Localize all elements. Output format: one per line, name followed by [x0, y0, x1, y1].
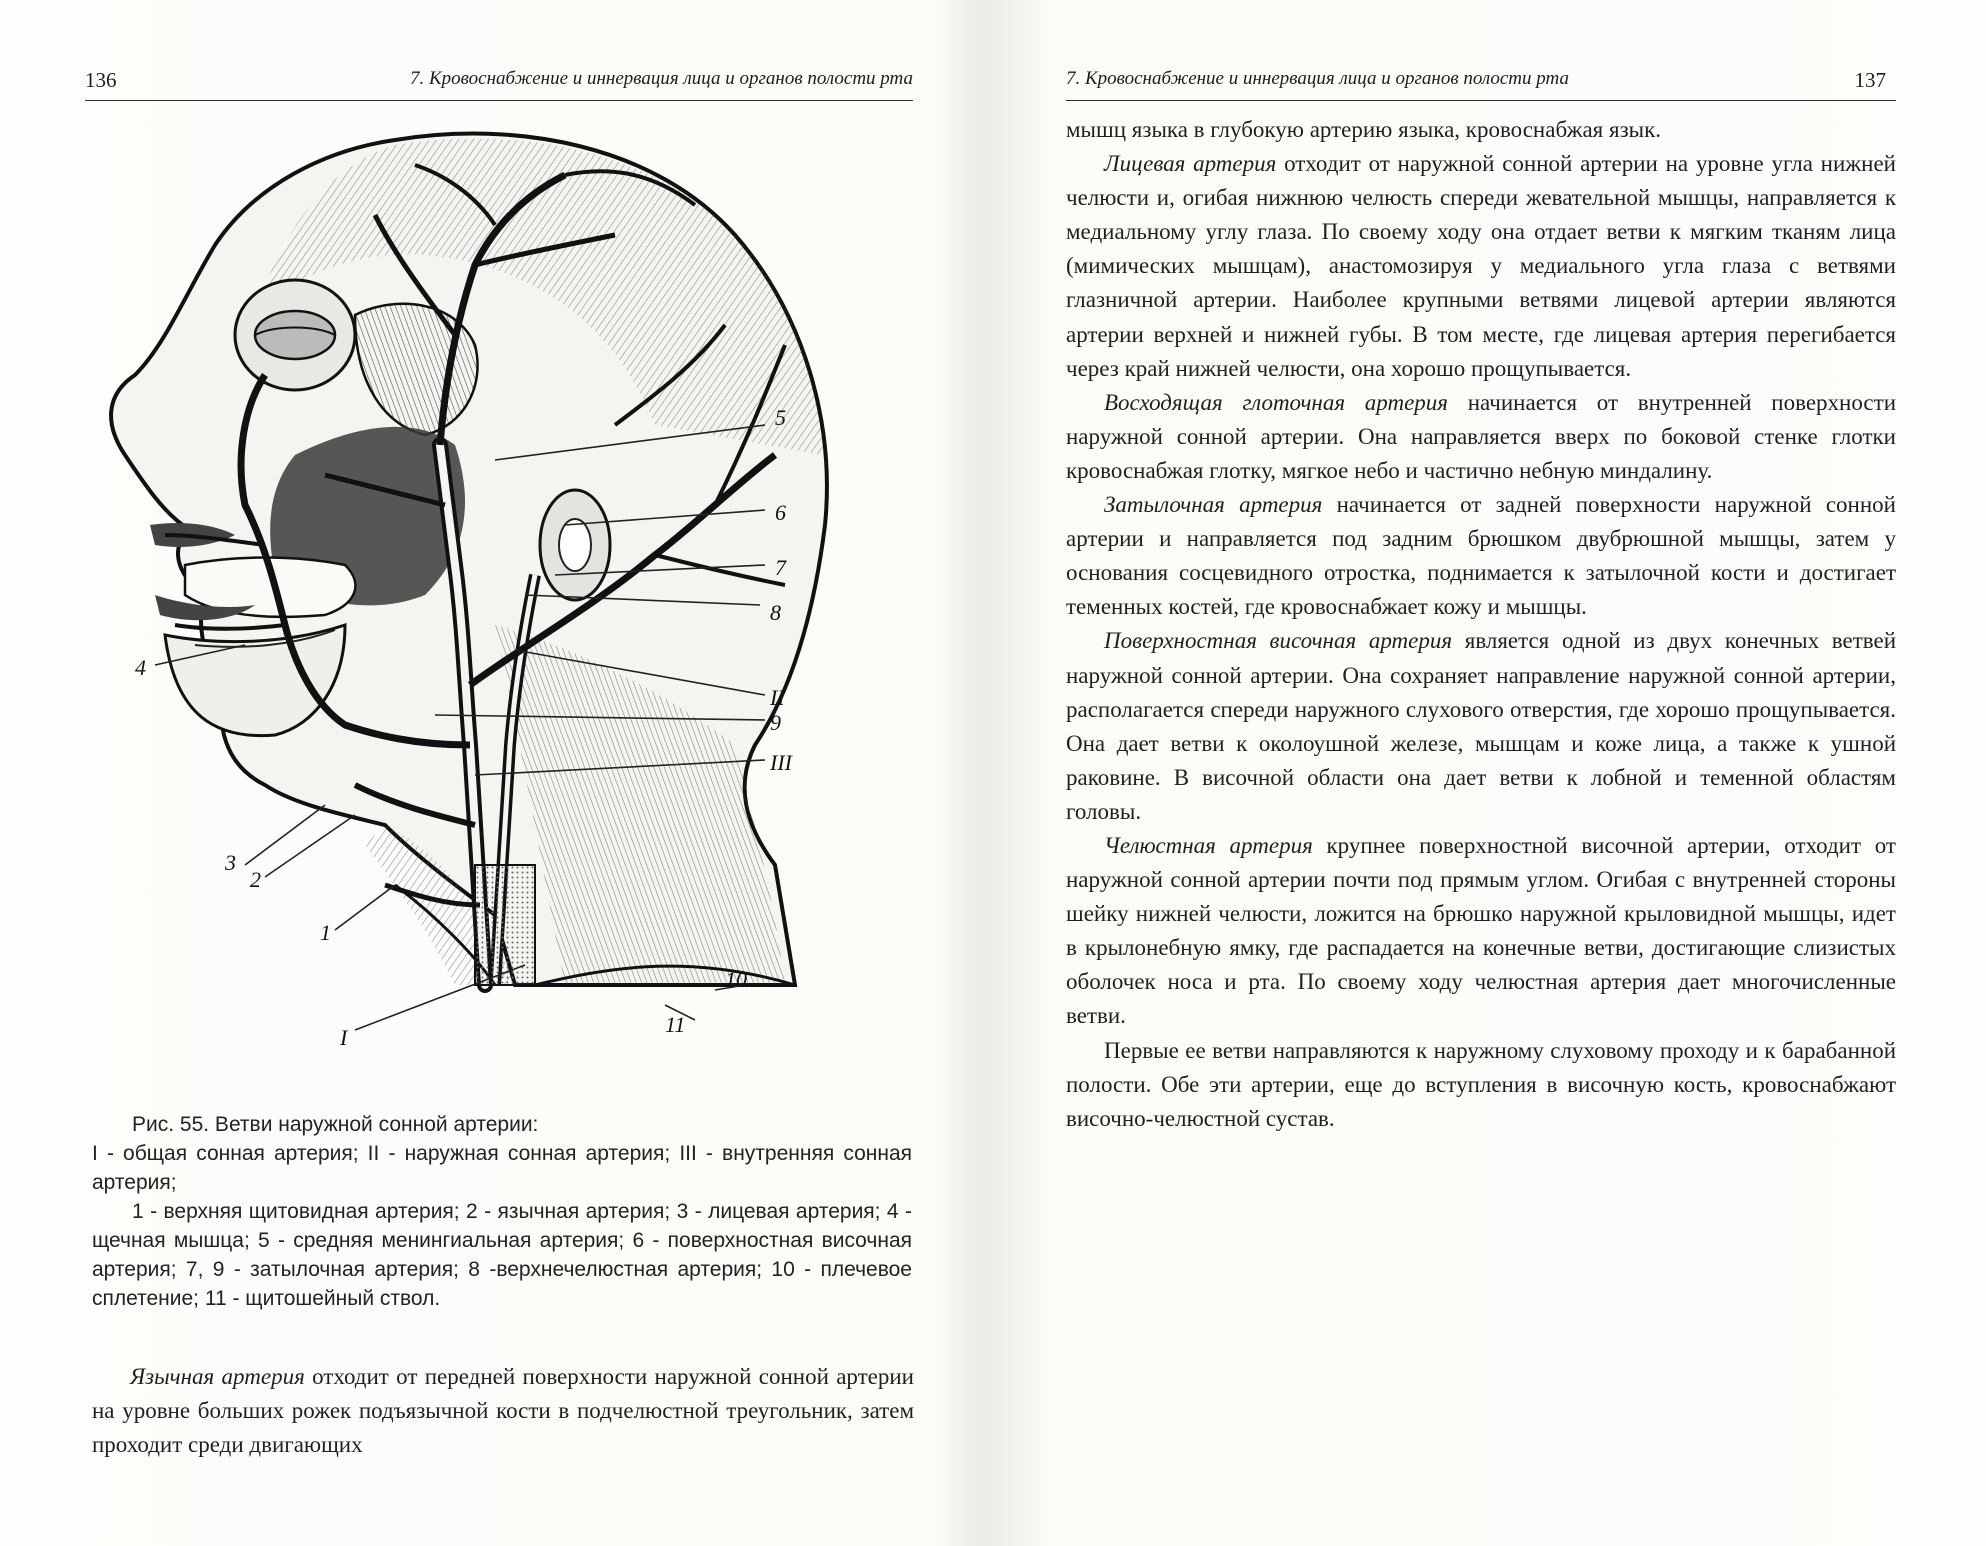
label-III: III — [770, 750, 792, 775]
right-page — [993, 0, 1986, 1546]
term-occipital-artery: Затылочная артерия — [1104, 492, 1323, 518]
running-head-title-left: 7. Кровоснабжение и иннервация лица и органов полости рта — [410, 68, 913, 89]
caption-legend-numbers: 1 - верхняя щитовидная артерия; 2 - язычная артерия; 3 - лицевая артерия; 4 - щечная мышца; 5 - средняя менингиальная артерия; 6 - поверхностная височная артерия; 7, 9 - затылочная артерия; 8 -верхнечелюстная артерия; 10 - плечевое сплетение; 11 - щитошейный ствол. — [92, 1200, 912, 1310]
paragraph-continuation: мышц языка в глубокую артерию языка, кровоснабжая язык. — [1066, 117, 1662, 142]
running-head-right — [1066, 60, 1896, 101]
label-2: 2 — [250, 867, 261, 892]
page-number-right: 137 — [1854, 68, 1886, 92]
label-4: 4 — [135, 655, 146, 680]
paragraph-first-branches: Первые ее ветви направляются к наружному слуховому проходу и к барабанной полости. Обе эти артерии, еще до вступления в височную кость, кровоснабжают височно-челюстной сустав. — [1066, 1037, 1896, 1131]
figure-head-arteries — [95, 125, 905, 1105]
paragraph-ascending-pharyngeal — [1066, 386, 1896, 488]
paragraph-occipital-artery — [1066, 488, 1896, 624]
label-I: I — [340, 1025, 348, 1050]
term-facial-artery: Лицевая артерия — [1104, 151, 1277, 177]
label-7: 7 — [775, 555, 786, 580]
label-5: 5 — [775, 405, 786, 430]
running-head-left — [85, 60, 913, 101]
term-superficial-temporal: Поверхностная височная артерия — [1104, 628, 1453, 654]
label-6: 6 — [775, 500, 786, 525]
right-body-text — [1066, 113, 1896, 1136]
text-lingual-artery: отходит от передней поверхности наружной сонной артерии на уровне больших рожек подъязычной кости в подчелюстной треугольник, затем проходит среди двигающих — [92, 1364, 914, 1458]
text-maxillary-artery: крупнее поверхностной височной артерии, отходит от наружной сонной артерии почти под прямым углом. Огибая с внутренней стороны шейку нижней челюсти, ложится на брюшко наружной крыловидной мышцы, идет в крылонебную ямку, где распадается на конечные ветви, достигающие слизистых оболочек носа и рта. По своему ходу челюстная артерия дает многочисленные ветви. — [1066, 832, 1896, 1029]
term-maxillary-artery: Челюстная артерия — [1104, 832, 1313, 858]
label-8: 8 — [770, 600, 781, 625]
label-11: 11 — [665, 1012, 686, 1037]
page-number-left: 136 — [85, 68, 117, 92]
label-1: 1 — [320, 920, 331, 945]
text-ascending-pharyngeal: начинается от внутренней поверхности наружной сонной артерии. Она направляется вверх по боковой стенке глотки кровоснабжая глотку, мягкое небо и частично небную миндалину. — [1066, 389, 1897, 483]
label-3: 3 — [225, 850, 236, 875]
paragraph-maxillary-artery — [1066, 829, 1896, 1034]
label-10: 10 — [725, 967, 747, 992]
paragraph-superficial-temporal — [1066, 624, 1896, 829]
caption-legend-main: I - общая сонная артерия; II - наружная сонная артерия; III - внутренняя сонная артерия; — [92, 1142, 912, 1194]
running-head-title-right: 7. Кровоснабжение и иннервация лица и органов полости рта — [1066, 68, 1569, 89]
term-lingual-artery: Язычная артерия — [130, 1364, 305, 1389]
caption-title: Рис. 55. Ветви наружной сонной артерии: — [132, 1113, 539, 1136]
text-superficial-temporal: является одной из двух конечных ветвей наружной сонной артерии. Она сохраняет направление наружной сонной артерии, располагается спереди наружного слухового отверстия, где хорошо прощупывается. Она дает ветви к околоушной железе, мышцам и коже лица, а также к ушной раковине. В височной области она дает ветви к лобной и теменной областям головы. — [1066, 628, 1897, 824]
term-ascending-pharyngeal: Восходящая глоточная артерия — [1104, 389, 1448, 415]
figure-caption — [92, 1110, 912, 1313]
paragraph-lingual-artery — [92, 1360, 914, 1462]
text-occipital-artery: начинается от задней поверхности наружной сонной артерии и направляется под задним брюшком двубрюшной мышцы, затем у основания сосцевидного отростка, поднимается к затылочной кости и достигает теменных костей, где кровоснабжает кожу и мышцы. — [1066, 492, 1896, 620]
anatomical-drawing — [95, 125, 905, 1105]
label-II: II — [770, 685, 785, 710]
paragraph-facial-artery — [1066, 147, 1896, 386]
text-facial-artery: отходит от наружной сонной артерии на уровне угла нижней челюсти и, огибая нижнюю челюсть спереди жевательной мышцы, направляется к медиальному углу глаза. По своему ходу она отдает ветви к мягким тканям лица (мимических мышцам), анастомозируя у медиального угла глаза с ветвями глазничной артерии. Наиболее крупными ветвями лицевой артерии являются артерии верхней и нижней губы. В том месте, где лицевая артерия перегибается через край нижней челюсти, она хорошо прощупывается. — [1066, 151, 1896, 381]
label-9: 9 — [770, 710, 781, 735]
left-body-text — [92, 1360, 914, 1462]
